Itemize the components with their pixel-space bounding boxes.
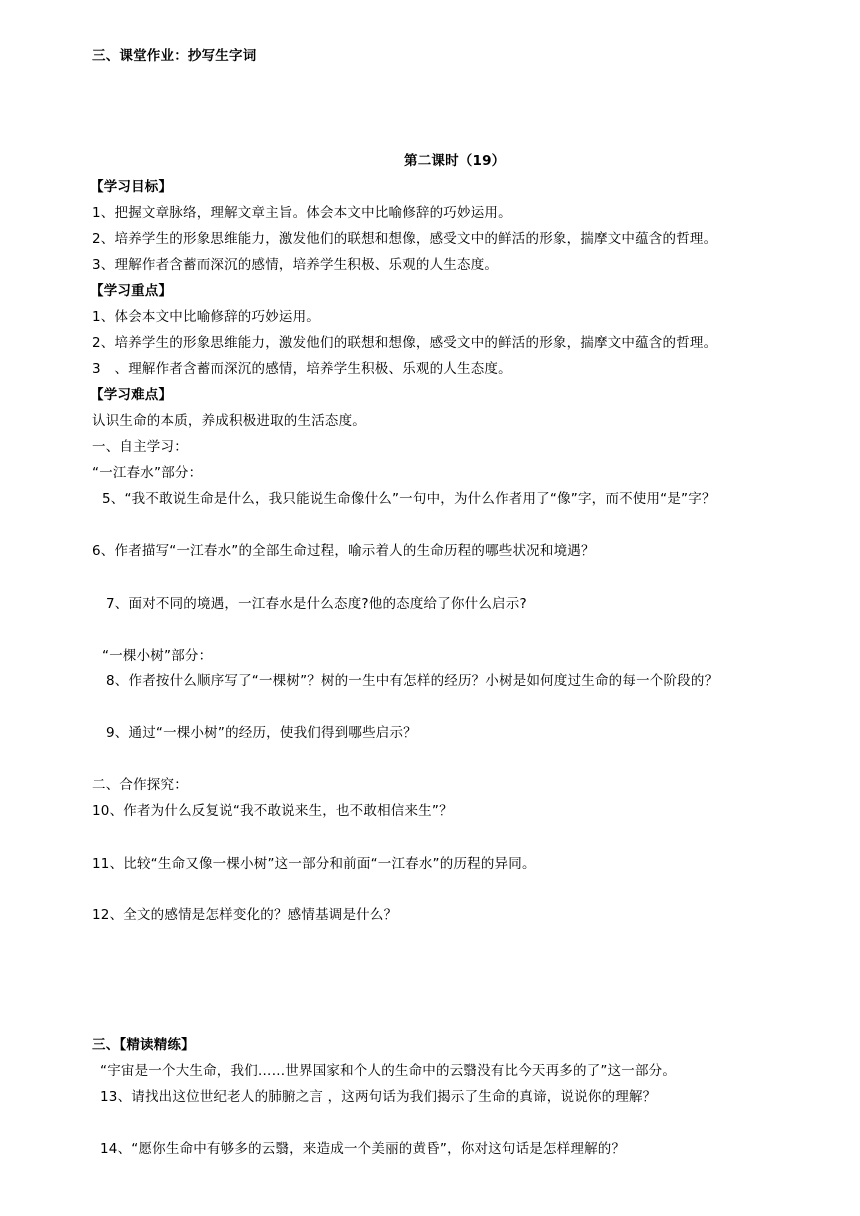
question-9: 9、通过“一棵小树”的经历，使我们得到哪些启示？ [106,725,417,741]
question-5: 5、“我不敢说生命是什么，我只能说生命像什么”一句中，为什么作者用了“像”字，而不使用“是”字？ [102,491,716,507]
question-8: 8、作者按什么顺序写了“一棵树”？树的一生中有怎样的经历？小树是如何度过生命的每一个阶段的？ [106,673,719,689]
goal-item-3: 3、理解作者含蓄而深沉的感情，培养学生积极、乐观的人生态度。 [92,257,499,273]
key-point-2: 2、培养学生的形象思维能力，激发他们的联想和想像，感受文中的鲜活的形象，揣摩文中蕴含的哲理。 [92,335,718,351]
difficulty-text: 认识生命的本质，养成积极进取的生活态度。 [92,413,366,429]
question-13: 13、请找出这位世纪老人的肺腑之言 ，这两句话为我们揭示了生命的真谛，说说你的理解？ [100,1089,657,1105]
difficulty-heading: 【学习难点】 [90,387,173,403]
part1-label: “一江春水”部分： [92,465,203,481]
self-study-heading: 一、自主学习： [92,439,188,455]
part2-label: “一棵小树”部分： [102,648,213,664]
intensive-heading: 三、【精读精练】 [92,1037,195,1053]
question-12: 12、全文的感情是怎样变化的？感情基调是什么？ [92,907,398,923]
lesson-title: 第二课时（19） [404,153,506,169]
question-7: 7、面对不同的境遇，一江春水是什么态度?他的态度给了你什么启示? [106,596,527,612]
cooperation-heading: 二、合作探究： [92,777,188,793]
question-10: 10、作者为什么反复说“我不敢说来生，也不敢相信来生”？ [92,803,453,819]
homework-line: 三、课堂作业：抄写生字词 [92,48,257,64]
key-points-heading: 【学习重点】 [90,283,173,299]
question-6: 6、作者描写“一江春水”的全部生命过程，喻示着人的生命历程的哪些状况和境遇？ [92,543,595,559]
question-11: 11、比较“生命又像一棵小树”这一部分和前面“一江春水”的历程的异同。 [92,856,536,872]
goal-item-2: 2、培养学生的形象思维能力，激发他们的联想和想像，感受文中的鲜活的形象，揣摩文中蕴含的哲理。 [92,231,718,247]
goal-item-1: 1、把握文章脉络，理解文章主旨。体会本文中比喻修辞的巧妙运用。 [92,205,512,221]
key-point-1: 1、体会本文中比喻修辞的巧妙运用。 [92,309,320,325]
question-14: 14、“愿你生命中有够多的云翳，来造成一个美丽的黄昏”，你对这句话是怎样理解的？ [100,1141,626,1157]
intensive-quote: “宇宙是一个大生命，我们……世界国家和个人的生命中的云翳没有比今天再多的了”这一部分。 [100,1063,677,1079]
goals-heading: 【学习目标】 [90,179,173,195]
key-point-3: 3 、理解作者含蓄而深沉的感情，培养学生积极、乐观的人生态度。 [92,361,512,377]
